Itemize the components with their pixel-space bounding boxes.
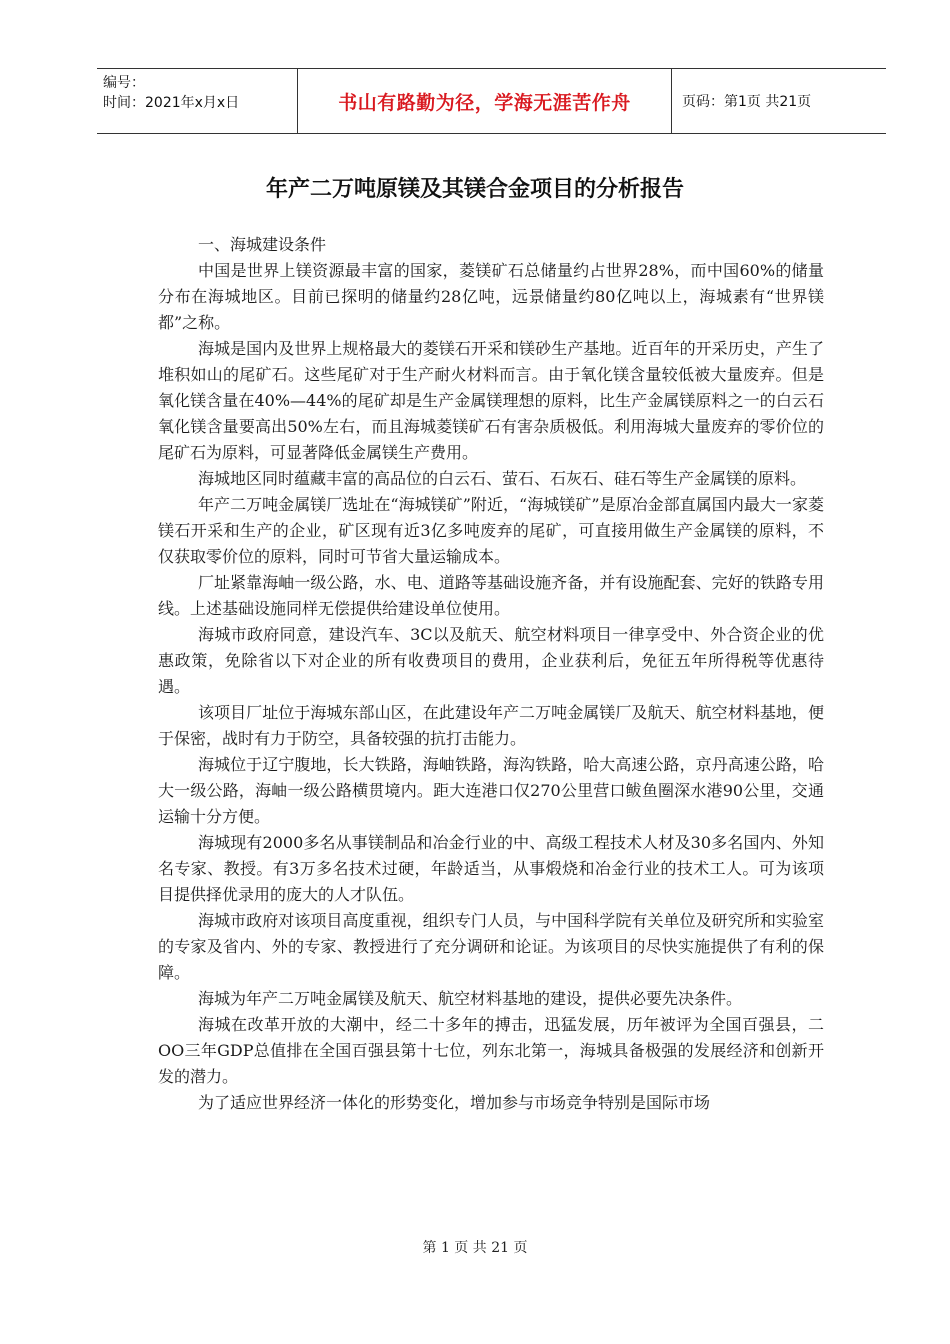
paragraph-6: 海城市政府同意，建设汽车、3C以及航天、航空材料项目一律享受中、外合资企业的优惠政策，免除省以下对企业的所有收费项目的费用，企业获利后，免征五年所得税等优惠待遇。 — [158, 625, 824, 696]
document-body — [158, 232, 824, 1116]
paragraph-12: 海城在改革开放的大潮中，经二十多年的搏击，迅猛发展，历年被评为全国百强县，二OO三年GDP总值排在全国百强县第十七位，列东北第一，海城具备极强的发展经济和创新开发的潜力。 — [158, 1015, 824, 1086]
paragraph-11: 海城为年产二万吨金属镁及航天、航空材料基地的建设，提供必要先决条件。 — [198, 989, 743, 1008]
paragraph-2: 海城是国内及世界上规格最大的菱镁石开采和镁砂生产基地。近百年的开采历史，产生了堆积如山的尾矿石。这些尾矿对于生产耐火材料而言。由于氧化镁含量较低被大量废弃。但是氧化镁含量在40%—44%的尾矿却是生产金属镁理想的原料，比生产金属镁原料之一的白云石氧化镁含量要高出50%左右，而且海城菱镁矿石有害杂质极低。利用海城大量废弃的零价位的尾矿石为原料，可显著降低金属镁生产费用。 — [158, 339, 824, 462]
paragraph-10: 海城市政府对该项目高度重视，组织专门人员，与中国科学院有关单位及研究所和实验室的专家及省内、外的专家、教授进行了充分调研和论证。为该项目的尽快实施提供了有利的保障。 — [158, 911, 824, 982]
document-time-label: 时间：2021年x月x日 — [103, 95, 240, 111]
paragraph-5: 厂址紧靠海岫一级公路，水、电、道路等基础设施齐备，并有设施配套、完好的铁路专用线。上述基础设施同样无偿提供给建设单位使用。 — [158, 573, 824, 618]
header-motto: 书山有路勤为径，学海无涯苦作舟 — [298, 69, 672, 133]
paragraph-1: 中国是世界上镁资源最丰富的国家，菱镁矿石总储量约占世界28%，而中国60%的储量分布在海城地区。目前已探明的储量约28亿吨，远景储量约80亿吨以上，海城素有“世界镁都”之称。 — [158, 261, 824, 332]
paragraph-8: 海城位于辽宁腹地，长大铁路，海岫铁路，海沟铁路，哈大高速公路，京丹高速公路，哈大一级公路，海岫一级公路横贯境内。距大连港口仅270公里营口鲅鱼圈深水港90公里，交通运输十分方便。 — [158, 755, 824, 826]
paragraph-7: 该项目厂址位于海城东部山区，在此建设年产二万吨金属镁厂及航天、航空材料基地，便于保密，战时有力于防空，具备较强的抗打击能力。 — [158, 703, 824, 748]
document-number-label: 编号： — [103, 75, 145, 91]
paragraph-3: 海城地区同时蕴藏丰富的高品位的白云石、萤石、石灰石、硅石等生产金属镁的原料。 — [198, 469, 807, 488]
page-footer: 第 1 页 共 21 页 — [422, 1240, 528, 1256]
header-meta-cell — [97, 69, 298, 133]
section-heading: 一、海城建设条件 — [198, 235, 327, 254]
paragraph-4: 年产二万吨金属镁厂选址在“海城镁矿”附近，“海城镁矿”是原冶金部直属国内最大一家菱镁石开采和生产的企业，矿区现有近3亿多吨废弃的尾矿，可直接用做生产金属镁的原料，不仅获取零价位的原料，同时可节省大量运输成本。 — [158, 495, 824, 566]
paragraph-13: 为了适应世界经济一体化的形势变化，增加参与市场竞争特别是国际市场 — [198, 1093, 711, 1112]
header-page-info: 页码：第1页 共21页 — [682, 94, 812, 110]
paragraph-9: 海城现有2000多名从事镁制品和冶金行业的中、高级工程技术人材及30多名国内、外知名专家、教授。有3万多名技术过硬，年龄适当，从事煅烧和冶金行业的技术工人。可为该项目提供择优录用的庞大的人才队伍。 — [158, 833, 824, 904]
document-title: 年产二万吨原镁及其镁合金项目的分析报告 — [265, 177, 684, 202]
document-header — [97, 68, 886, 134]
